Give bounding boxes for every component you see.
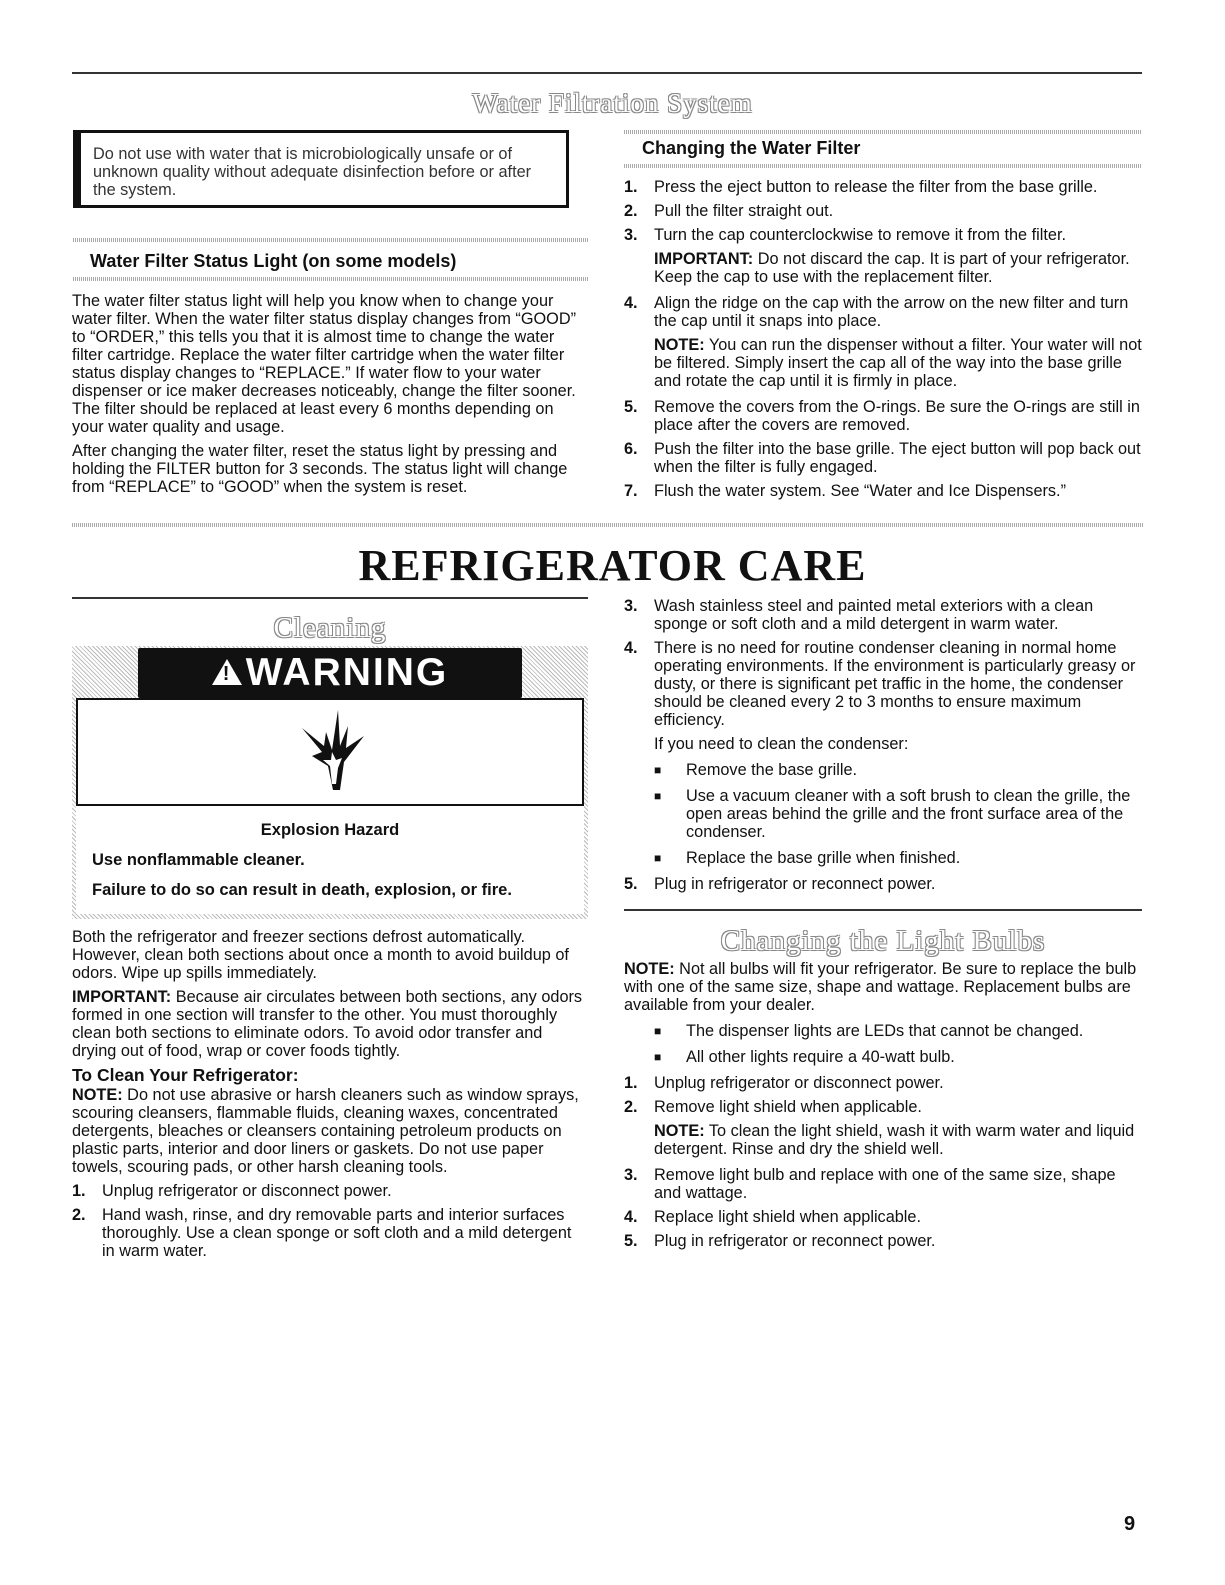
list-item: 3. Remove light bulb and replace with one of the same size, shape and wattage. [624,1166,1116,1202]
top-rule [72,72,1142,74]
explosion-icon [298,706,368,796]
warning-banner [138,648,522,698]
list-item: ■ Replace the base grille when finished. [654,849,961,867]
hazard-line-2: Failure to do so can result in death, explosion, or fire. [92,881,512,899]
cleaning-body [72,928,588,1266]
light-bulbs-body [624,960,1144,1256]
changing-filter-rule-top [624,130,1142,134]
filter-note: NOTE: You can run the dispenser without a filter. Your water will not be filtered. Simply insert the cap all of the way into the base grille and rotate the cap until it is firmly in place. [654,336,1142,390]
list-item: 5. Plug in refrigerator or reconnect power. [624,1232,936,1250]
cleaning-important: IMPORTANT: Because air circulates between both sections, any odors formed in one section will transfer to the other. You must thoroughly clean both sections to eliminate odors. To avoid odor transfer and drying out of food, wrap or cover foods tightly. [72,988,583,1060]
list-item: 6. Push the filter into the base grille. The eject button will pop back out when the filter is fully engaged. [624,440,1141,476]
warning-text-panel [76,806,584,914]
list-item: ■ Use a vacuum cleaner with a soft brush to clean the grille, the open areas behind the grille and the front surface area of the condenser. [654,787,1131,841]
list-item: 5. Plug in refrigerator or reconnect power. [624,875,936,893]
hazard-line-1: Use nonflammable cleaner. [92,851,305,869]
cleaning-rule [72,597,588,599]
cleaning-note: NOTE: Do not use abrasive or harsh cleaners such as window sprays, scouring cleansers, flammable fluids, cleaning waxes, concentrated detergents, bleaches or cleansers containing petroleum products on plastic parts, interior and door liners or gaskets. Do not use paper towels, scouring pads, or other harsh cleaning tools. [72,1086,579,1176]
list-item: 7. Flush the water system. See “Water and Ice Dispensers.” [624,482,1067,500]
important-note: IMPORTANT: Do not discard the cap. It is part of your refrigerator. Keep the cap to use with the replacement filter. [654,250,1130,286]
hazard-title: Explosion Hazard [260,821,400,839]
list-item: 1. Press the eject button to release the filter from the base grille. [624,178,1098,196]
list-item: 1. Unplug refrigerator or disconnect power. [624,1074,944,1092]
list-item: ■ Remove the base grille. [654,761,858,779]
light-bulbs-note: NOTE: Not all bulbs will fit your refrigerator. Be sure to replace the bulb with one of the same size, shape and wattage. Replacement bulbs are available from your dealer. [624,960,1137,1014]
light-bulbs-rule [624,909,1142,911]
list-item: 2. Pull the filter straight out. [624,202,834,220]
list-item: 2. Remove light shield when applicable. [624,1098,922,1116]
status-light-body [72,292,586,502]
bullet-icon: ■ [654,1050,662,1064]
changing-filter-steps [624,178,1144,506]
section-title-cleaning: Cleaning [273,612,387,644]
cleaning-subheading: To Clean Your Refrigerator: [72,1065,299,1085]
status-light-para-2: After changing the water filter, reset the status light by pressing and holding the FILTER button for 3 seconds. The status light will change from “REPLACE” to “GOOD” when the system is reset. [72,442,568,496]
warning-symbol-panel [76,698,584,806]
condenser-intro: If you need to clean the condenser: [654,735,909,753]
changing-filter-rule-bottom [624,164,1142,168]
cleaning-continued [624,597,1144,899]
page-number: 9 [1124,1513,1136,1535]
microbiological-warning-box [73,130,569,208]
bullet-icon: ■ [654,1024,662,1038]
status-light-heading: Water Filter Status Light (on some models) [90,251,457,271]
list-item: 5. Remove the covers from the O-rings. Be sure the O-rings are still in place after the covers are removed. [624,398,1140,434]
status-light-rule-top [73,238,589,242]
section-title-light-bulbs: Changing the Light Bulbs [720,925,1046,957]
changing-filter-heading: Changing the Water Filter [642,138,861,158]
warning-triangle-icon: ! [212,659,242,685]
status-light-rule-bottom [73,277,589,281]
list-item: 2. Hand wash, rinse, and dry removable parts and interior surfaces thoroughly. Use a clean sponge or soft cloth and a mild detergent in warm water. [72,1206,572,1260]
list-item: 4. There is no need for routine condenser cleaning in normal home operating environments. If the environment is particularly greasy or dusty, or there is significant pet traffic in the home, the condenser should be cleaned every 2 to 3 months to ensure maximum efficiency. [624,639,1136,729]
list-item: 3. Wash stainless steel and painted metal exteriors with a clean sponge or soft cloth and a mild detergent in warm water. [624,597,1094,633]
status-light-para-1: The water filter status light will help you know when to change your water filter. When the water filter status display changes from “GOOD” to “ORDER,” this tells you that it is almost time to change the water filter cartridge. Replace the water filter cartridge when the water filter status display changes to “REPLACE.” If water flow to your water dispenser or ice maker decreases noticeably, change the filter sooner. The filter should be replaced at least every 6 months depending on your water quality and usage. [72,292,576,436]
bullet-icon: ■ [654,851,662,865]
list-item: 4. Align the ridge on the cap with the arrow on the new filter and turn the cap until it snaps into place. [624,294,1129,330]
list-item: 3. Turn the cap counterclockwise to remove it from the filter. [624,226,1067,244]
warning-box-text: Do not use with water that is microbiologically unsafe or of unknown quality without adequate disinfection before or after the system. [93,145,532,199]
page-title: REFRIGERATOR CARE [358,541,867,590]
list-item: ■ All other lights require a 40-watt bulb. [654,1048,955,1066]
bullet-icon: ■ [654,789,662,803]
explosion-warning-box [72,646,588,919]
warning-banner-text: WARNING [245,651,449,694]
bullet-icon: ■ [654,763,662,777]
list-item: 4. Replace light shield when applicable. [624,1208,922,1226]
list-item: 1. Unplug refrigerator or disconnect power. [72,1182,392,1200]
section-divider [72,523,1144,527]
section-title-water-filtration: Water Filtration System [472,88,753,118]
light-shield-note: NOTE: To clean the light shield, wash it with warm water and liquid detergent. Rinse and dry the shield well. [654,1122,1135,1158]
cleaning-intro: Both the refrigerator and freezer sections defrost automatically. However, clean both sections about once a month to avoid buildup of odors. Wipe up spills immediately. [72,928,569,982]
list-item: ■ The dispenser lights are LEDs that cannot be changed. [654,1022,1084,1040]
